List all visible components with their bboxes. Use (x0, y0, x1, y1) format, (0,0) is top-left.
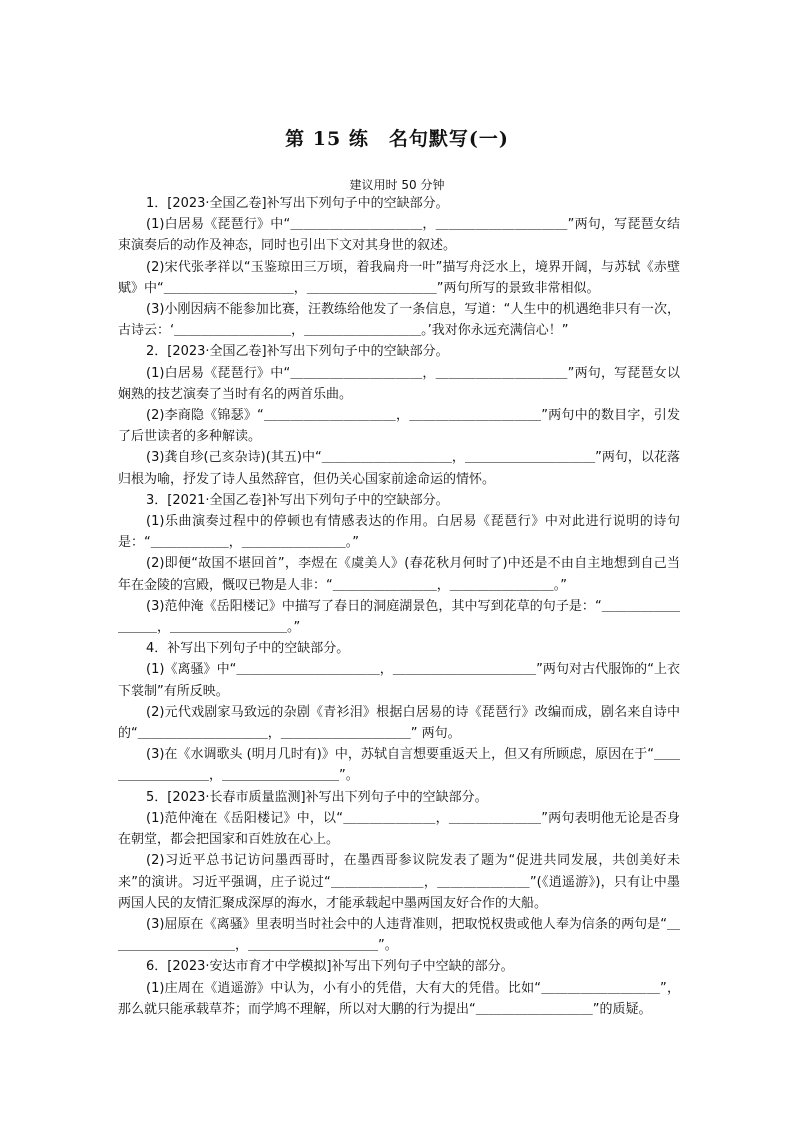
question-5 (118, 787, 680, 957)
question-item: (2)李商隐《锦瑟》“＿＿＿＿＿＿＿＿＿＿，＿＿＿＿＿＿＿＿＿＿”两句中的数目字，引发了后世读者的多种解读。 (118, 408, 680, 445)
question-item: (1)乐曲演奏过程中的停顿也有情感表达的作用。白居易《琵琶行》中对此进行说明的诗句是：“＿＿＿＿＿＿，＿＿＿＿＿＿＿＿。” (118, 514, 680, 551)
question-item: (2)即便“故国不堪回首”，李煜在《虞美人》(春花秋月何时了)中还是不由自主地想到自己当年在金陵的宫殿，慨叹已物是人非：“＿＿＿＿＿＿＿＿，＿＿＿＿＿＿＿＿。” (118, 556, 680, 593)
question-head: 5．[2023·长春市质量监测]补写出下列句子中的空缺部分。 (146, 789, 488, 805)
question-head: 2．[2023·全国乙卷]补写出下列句子中的空缺部分。 (146, 344, 449, 360)
question-item: (3)屈原在《离骚》里表明当时社会中的人违背准则，把取悦权贵或他人奉为信条的两句是“＿＿＿＿＿＿＿＿＿＿，＿＿＿＿＿＿＿＿＿＿”。 (118, 916, 680, 954)
question-item: (3)小刚因病不能参加比赛，汪教练给他发了一条信息，写道：“人生中的机遇绝非只有一次，古诗云：‘＿＿＿＿＿＿＿＿＿，＿＿＿＿＿＿＿＿＿。’我对你永远充满信心！” (118, 302, 680, 339)
question-item: (1)白居易《琵琶行》中“＿＿＿＿＿＿＿＿＿＿，＿＿＿＿＿＿＿＿＿＿”两句，写琵琶女以娴熟的技艺演奏了当时有名的两首乐曲。 (118, 365, 680, 402)
question-item: (1)范仲淹在《岳阳楼记》中，以“＿＿＿＿＿＿＿，＿＿＿＿＿＿＿”两句表明他无论是否身在朝堂，都会把国家和百姓放在心上。 (118, 810, 680, 848)
question-item: (3)范仲淹《岳阳楼记》中描写了春日的洞庭湖景色，其中写到花草的句子是：“＿＿＿＿＿＿＿＿＿，＿＿＿＿＿＿＿＿＿。” (118, 598, 680, 636)
question-item: (3)龚自珍(己亥杂诗)(其五)中“＿＿＿＿＿＿＿＿＿＿，＿＿＿＿＿＿＿＿＿＿”两句，以花落归根为喻，抒发了诗人虽然辞官，但仍关心国家前途命运的情怀。 (118, 450, 680, 487)
question-head: 4．补写出下列句子中的空缺部分。 (146, 641, 350, 657)
question-2 (118, 341, 680, 489)
question-3 (118, 490, 680, 638)
question-1 (118, 193, 680, 341)
question-4 (118, 638, 680, 786)
page-title: 第 15 练 名句默写(一) (285, 128, 509, 150)
question-item: (1)庄周在《逍遥游》中认为，小有小的凭借，大有大的凭借。比如“＿＿＿＿＿＿＿＿＿”，那么就只能承载草芥；而学鸠不理解，所以对大鹏的行为提出“＿＿＿＿＿＿＿＿＿”的质疑。 (118, 980, 680, 1017)
question-item: (2)宋代张孝祥以“玉鉴琼田三万顷，着我扁舟一叶”描写舟泛水上，境界开阔，与苏轼《赤壁赋》中“＿＿＿＿＿＿＿＿＿＿，＿＿＿＿＿＿＿＿＿＿”两句所写的景致非常相似。 (118, 259, 680, 296)
question-head: 3．[2021·全国乙卷]补写出下列句子中的空缺部分。 (146, 492, 449, 508)
question-6 (118, 956, 680, 1020)
question-item: (2)习近平总书记访问墨西哥时，在墨西哥参议院发表了题为“促进共同发展，共创美好未来”的演讲。习近平强调，庄子说过“＿＿＿＿＿＿＿，＿＿＿＿＿＿＿”(《逍遥游》)，只有让中墨两国人民的友情汇聚成深厚的海水，才能承载起中墨两国友好合作的大船。 (118, 853, 680, 911)
question-head: 6．[2023·安达市育才中学模拟]补写出下列句子中空缺的部分。 (146, 959, 514, 975)
question-item: (1)《离骚》中“＿＿＿＿＿＿＿＿＿＿＿，＿＿＿＿＿＿＿＿＿＿＿”两句对古代服饰的“上衣下裳制”有所反映。 (118, 662, 680, 699)
question-item: (1)白居易《琵琶行》中“＿＿＿＿＿＿＿＿＿＿，＿＿＿＿＿＿＿＿＿＿”两句，写琵琶女结束演奏后的动作及神态，同时也引出下文对其身世的叙述。 (118, 217, 680, 254)
question-list (118, 193, 680, 1020)
question-head: 1．[2023·全国乙卷]补写出下列句子中的空缺部分。 (146, 196, 449, 211)
question-item: (3)在《水调歌头 (明月几时有)》中，苏轼自言想要重返天上，但又有所顾虑，原因在于“＿＿＿＿＿＿＿＿＿，＿＿＿＿＿＿＿＿＿”。 (118, 747, 680, 784)
time-note: 建议用时 50 分钟 (349, 178, 445, 192)
question-item: (2)元代戏剧家马致远的杂剧《青衫泪》根据白居易的诗《琵琶行》改编而成，剧名来自诗中的“＿＿＿＿＿＿＿＿＿＿，＿＿＿＿＿＿＿＿＿＿” 两句。 (118, 704, 680, 742)
